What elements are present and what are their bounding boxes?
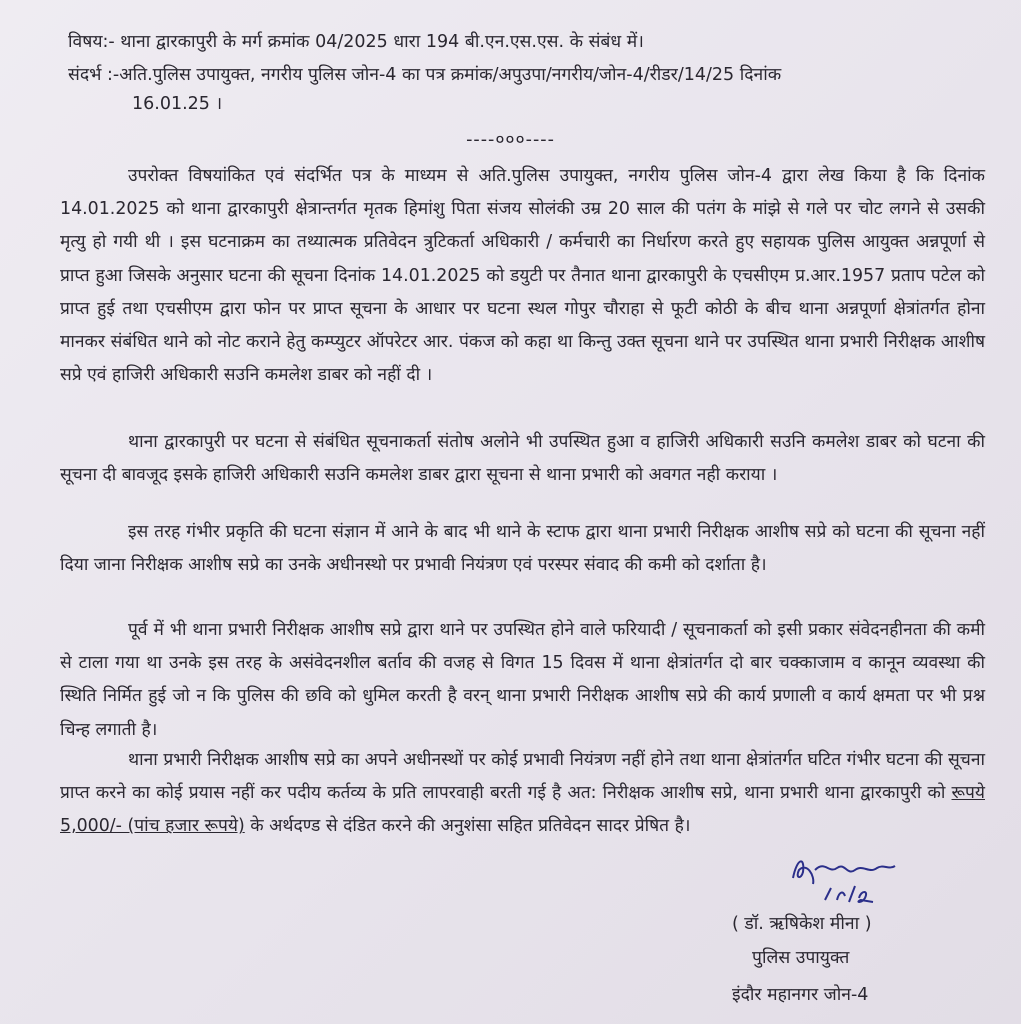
paragraph-5 (60, 744, 985, 844)
signatory-title: पुलिस उपायुक्त (752, 948, 850, 968)
signatory-name: ( डॉ. ऋषिकेश मीना ) (732, 914, 872, 934)
paragraph-4-text: पूर्व में भी थाना प्रभारी निरीक्षक आशीष सप्रे द्वारा थाने पर उपस्थित होने वाले फरियादी / सूचनाकर्ता को इसी प्रकार संवेदनहीनता की कमी से टाला गया था उनके इस तरह के असंवेदनशील बर्ताव की वजह से विगत 15 दिवस में थाना क्षेत्रांतर्गत दो बार चक्काजाम व कानून व्यवस्था की स्थिति निर्मित हुई जो न कि पुलिस की छवि को धुमिल करती है वरन् थाना प्रभारी निरीक्षक आशीष सप्रे की कार्य प्रणाली व कार्य क्षमता पर भी प्रश्न चिन्ह लगाती है। (60, 620, 985, 740)
paragraph-1 (60, 160, 985, 392)
paragraph-3 (60, 516, 985, 582)
paragraph-5-tail: के अर्थदण्ड से दंडित करने की अनुशंसा सहित प्रतिवेदन सादर प्रेषित है। (244, 816, 691, 837)
paragraph-1-text: उपरोक्त विषयांकित एवं संदर्भित पत्र के माध्यम से अति.पुलिस उपायुक्त, नगरीय पुलिस जोन-4 द्वारा लेख किया है कि दिनांक 14.01.2025 को थाना द्वारकापुरी क्षेत्रान्तर्गत मृतक हिमांशु पिता संजय सोलंकी उम्र 20 साल की पतंग के मांझे से गले पर चोट लगने से उसकी मृत्यु हो गयी थी । इस घटनाक्रम का तथ्यात्मक प्रतिवेदन त्रुटिकर्ता अधिकारी / कर्मचारी का निर्धारण करते हुए सहायक पुलिस आयुक्त अन्नपूर्णा से प्राप्त हुआ जिसके अनुसार घटना की सूचना दिनांक 14.01.2025 को डयुटी पर तैनात थाना द्वारकापुरी के एचसीएम प्र.आर.1957 प्रताप पटेल को प्राप्त हुई तथा एचसीएम द्वारा फोन पर प्राप्त सूचना के आधार पर घटना स्थल गोपुर चौराहा से फूटी कोठी के बीच थाना अन्नपूर्णा क्षेत्रांतर्गत होना मानकर संबंधित थाने को नोट कराने हेतु कम्प्युटर ऑपरेटर आर. पंकज को कहा था किन्तु उक्त सूचना थाने पर उपस्थित थाना प्रभारी निरीक्षक आशीष सप्रे एवं हाजिरी अधिकारी सउनि कमलेश डाबर को नहीं दी । (60, 166, 985, 386)
paragraph-3-text: इस तरह गंभीर प्रकृति की घटना संज्ञान में आने के बाद भी थाने के स्टाफ द्वारा थाना प्रभारी निरीक्षक आशीष सप्रे को घटना की सूचना नहीं दिया जाना निरीक्षक आशीष सप्रे का उनके अधीनस्थो पर प्रभावी नियंत्रण एवं परस्पर संवाद की कमी को दर्शाता है। (60, 522, 985, 576)
reference-date: 16.01.25 । (132, 94, 223, 114)
subject-line: विषय:- थाना द्वारकापुरी के मर्ग क्रमांक 04/2025 धारा 194 बी.एन.एस.एस. के संबंध में। (68, 32, 644, 52)
separator: ----०००---- (466, 130, 555, 150)
penalty-amount: रूपये 5,000/- (पांच हजार रूपये) (60, 783, 985, 837)
paragraph-4 (60, 614, 985, 747)
paragraph-2-text: थाना द्वारकापुरी पर घटना से संबंधित सूचनाकर्ता संतोष अलोने भी उपस्थित हुआ व हाजिरी अधिकारी सउनि कमलेश डाबर को घटना की सूचना दी बावजूद इसके हाजिरी अधिकारी सउनि कमलेश डाबर द्वारा सूचना से थाना प्रभारी को अवगत नही कराया । (60, 432, 985, 486)
paragraph-5-text: थाना प्रभारी निरीक्षक आशीष सप्रे का अपने अधीनस्थों पर कोई प्रभावी नियंत्रण नहीं होने तथा थाना क्षेत्रांतर्गत घटित गंभीर घटना की सूचना प्राप्त करने का कोई प्रयास नहीं कर पदीय कर्तव्य के प्रति लापरवाही बरती गई है अत: निरीक्षक आशीष सप्रे, थाना प्रभारी थाना द्वारकापुरी को (60, 750, 985, 804)
handwritten-signature (785, 848, 905, 918)
paragraph-2 (60, 426, 985, 492)
signatory-place: इंदौर महानगर जोन-4 (732, 985, 869, 1005)
reference-line: संदर्भ :-अति.पुलिस उपायुक्त, नगरीय पुलिस जोन-4 का पत्र क्रमांक/अपुउपा/नगरीय/जोन-4/रीडर/14/25 दिनांक (68, 65, 782, 85)
